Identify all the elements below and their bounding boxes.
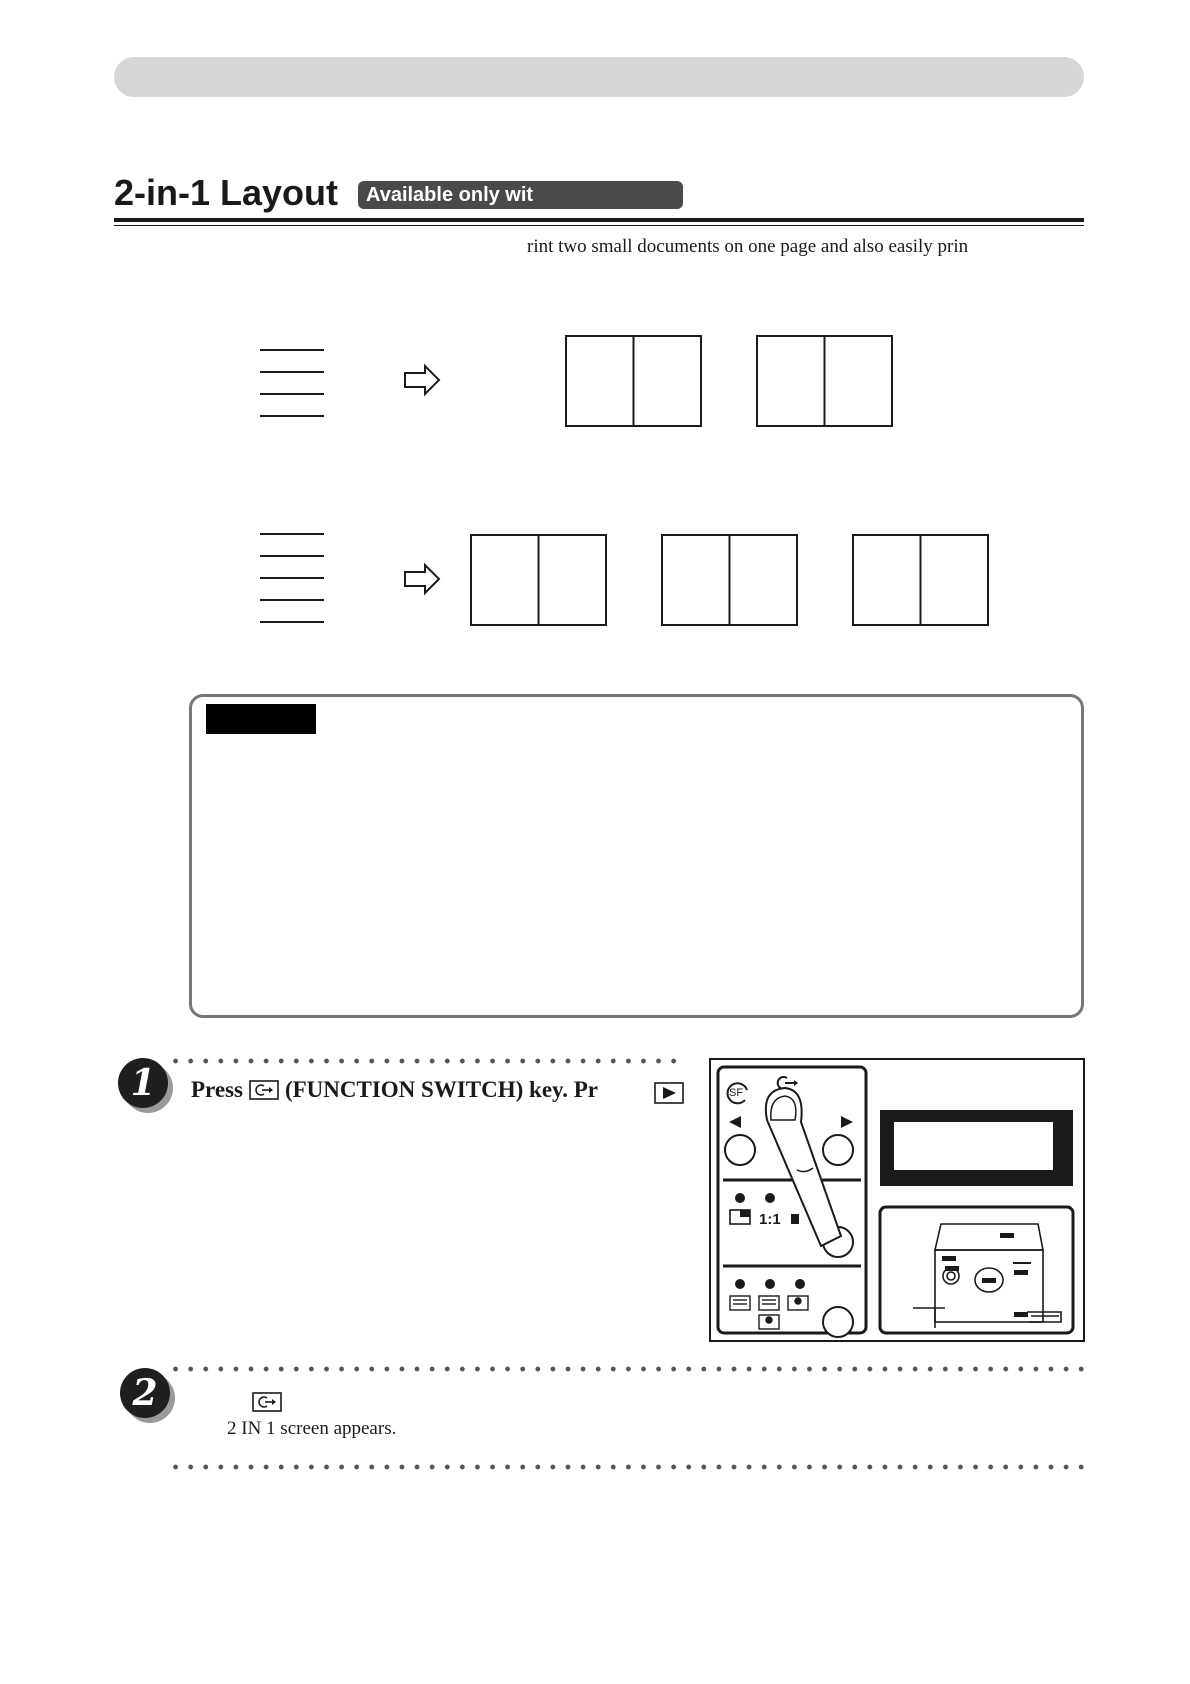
machine-schematic [880, 1207, 1073, 1333]
step-2-badge: 2 [120, 1368, 170, 1418]
layout-diagram-row-1 [250, 330, 910, 440]
step-1-suffix: (FUNCTION SWITCH) key. Pr [284, 1077, 599, 1102]
function-switch-key-icon [252, 1392, 282, 1412]
title-rule [114, 218, 1084, 222]
step-1-prefix: Press [191, 1077, 243, 1102]
source-stack-lines [260, 534, 324, 622]
play-key-icon [654, 1082, 684, 1104]
ratio-label: 1:1 [759, 1211, 781, 1228]
header-band [114, 57, 1084, 97]
document-key [823, 1307, 853, 1337]
step-1-instruction [191, 1074, 598, 1106]
control-panel-illustration [709, 1058, 1085, 1342]
lcd-display-screen [894, 1122, 1053, 1170]
layout-mode-icon [730, 1210, 750, 1224]
layout-diagram-row-2 [250, 520, 1000, 630]
page-title: 2-in-1 Layout [114, 172, 339, 213]
availability-badge: Available only wit [358, 181, 683, 209]
sf-label: SF [729, 1087, 744, 1099]
output-page-1 [471, 535, 606, 625]
source-stack-lines [260, 350, 324, 416]
right-key [823, 1135, 853, 1165]
bottom-dotted-divider [168, 1464, 1084, 1470]
output-page-3 [853, 535, 988, 625]
note-tag [206, 704, 316, 734]
output-page-1 [566, 336, 701, 426]
step-2-dotted-divider [168, 1366, 1084, 1372]
step-2-result-text: 2 IN 1 screen appears. [227, 1418, 397, 1439]
outline-right-arrow-icon [405, 366, 439, 394]
left-key [725, 1135, 755, 1165]
function-switch-key-icon [249, 1080, 279, 1100]
outline-right-arrow-icon [405, 565, 439, 593]
step-1-badge: 1 [118, 1058, 168, 1108]
title-rule-thin [114, 225, 1084, 226]
output-page-2 [757, 336, 892, 426]
output-page-2 [662, 535, 797, 625]
intro-text: rint two small documents on one page and also easily prin [527, 236, 969, 257]
note-box [189, 694, 1084, 1018]
step-1-dotted-divider [168, 1058, 686, 1064]
